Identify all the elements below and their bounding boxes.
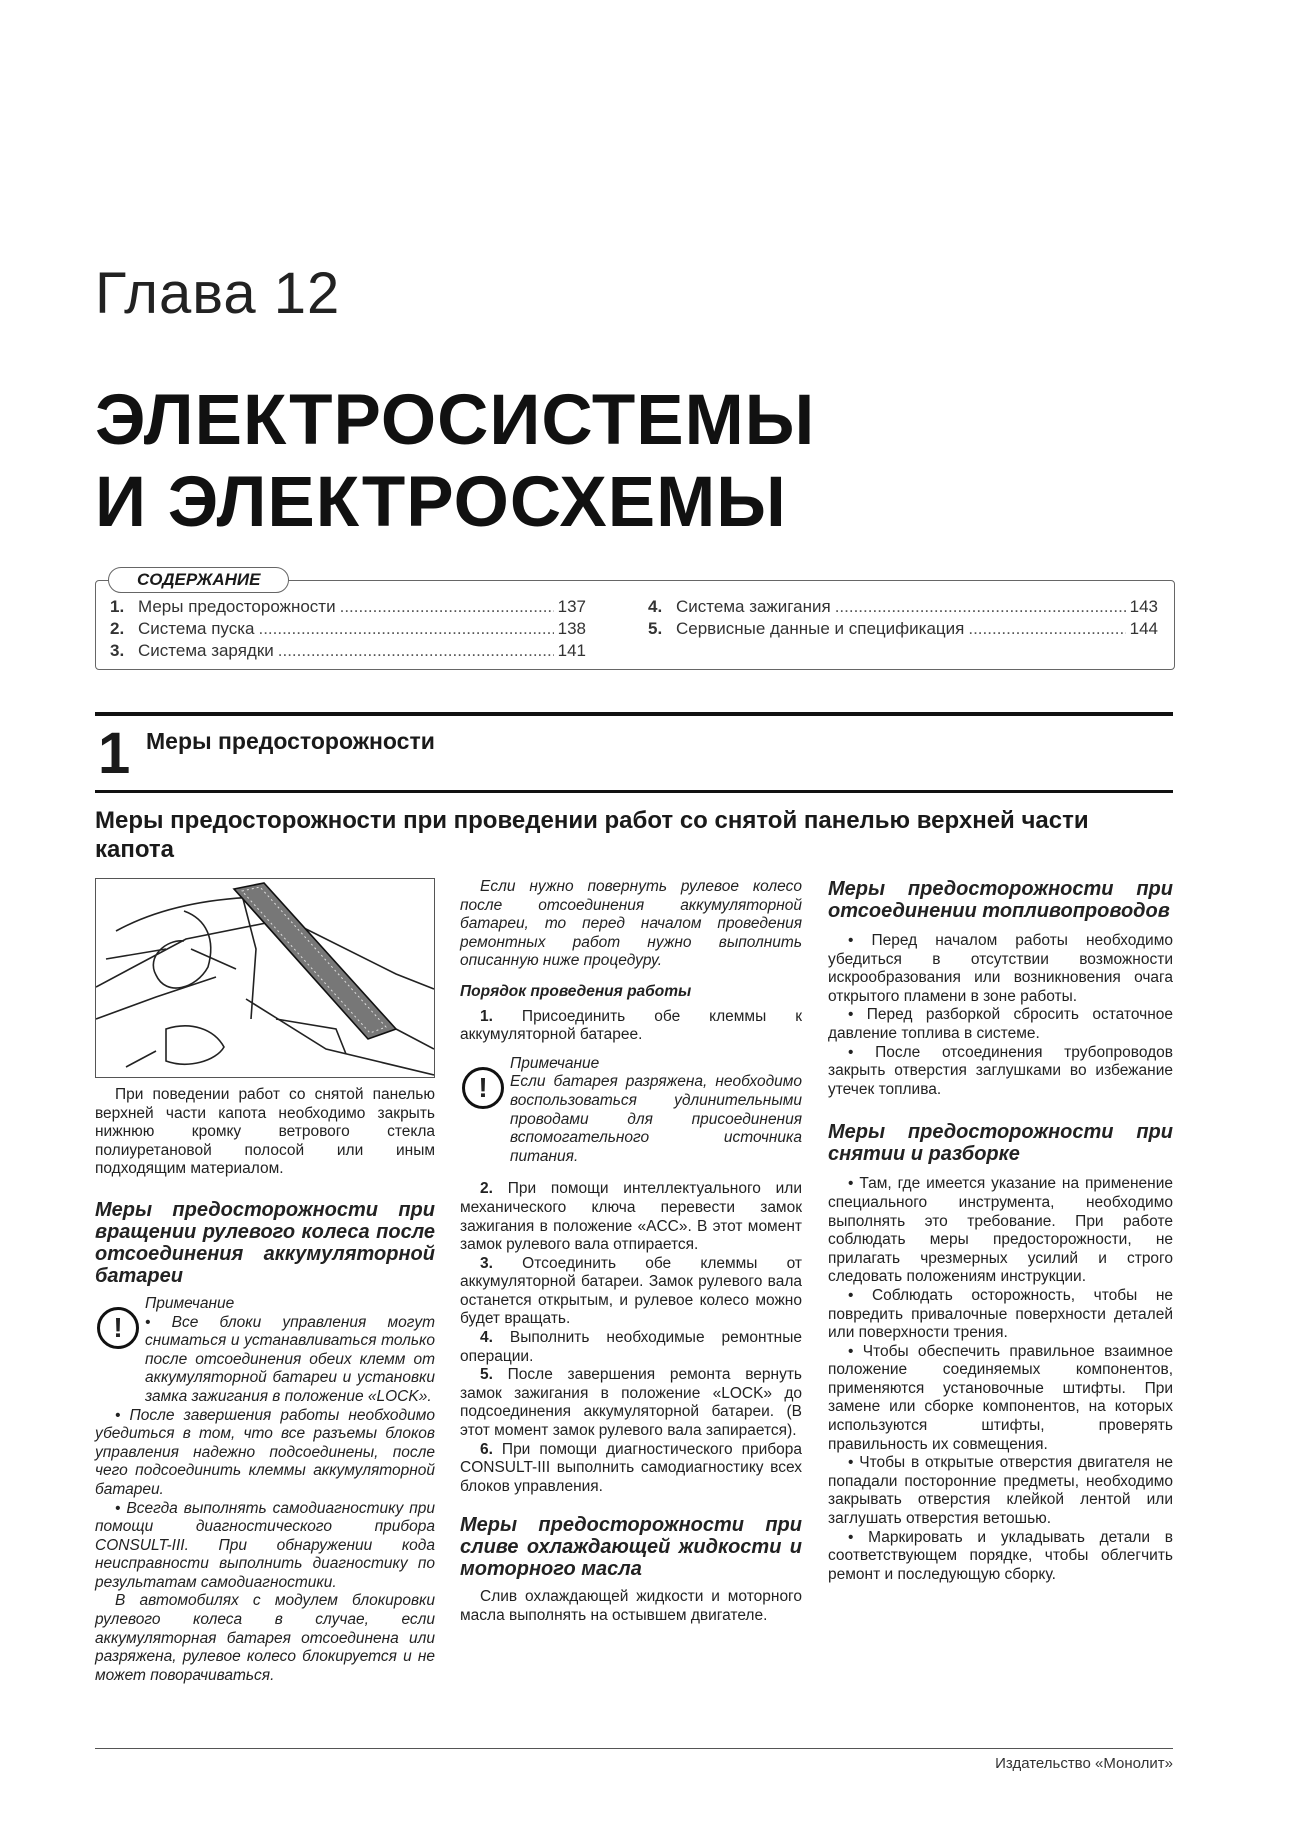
column-3-paragraph: • Перед разборкой сбросить остаточное давление топлива в системе. [828,1006,1173,1042]
section-title: Меры предосторожности [146,728,435,754]
column-3-heading: Меры предосторожности при снятии и разборке [828,1121,1173,1166]
step-number: 5. [480,1366,493,1384]
column-1-heading: Меры предосторожности при вращении рулевого колеса после отсоединения аккумуляторной батареи [95,1198,435,1287]
step-text: После завершения ремонта вернуть замок зажигания в положение «LOCK» до подсоединения аккумуляторной батареи. (В этот момент замок рулевого вала запирается). [460,1366,802,1440]
column-3-paragraph: • Чтобы в открытые отверстия двигателя не попадали посторонние предметы, необходимо закрывать отверстия клейкой лентой или заглушать отверстия ветошью. [828,1454,1173,1528]
column-3-paragraph: • Соблюдать осторожность, чтобы не повредить привалочные поверхности деталей или поверхности трения. [828,1286,1173,1342]
illustration-drawing [96,879,434,1077]
toc-item[interactable] [110,618,586,640]
toc-leader [835,596,1126,618]
column-3 [828,878,1173,1584]
column-1 [95,1086,435,1685]
toc-item[interactable] [110,596,586,618]
section-top-rule [95,712,1173,716]
step-text: При помощи диагностического прибора CONSULT-III выполнить самодиагностику всех блоков управления. [460,1440,802,1495]
note-block [95,1295,435,1407]
warning-icon: ! [462,1067,504,1109]
procedure-heading: Порядок проведения работы [460,982,692,1000]
column-3-paragraph: • Там, где имеется указание на применение специального инструмента, необходимо выполнять это требование. При работе соблюдать меры предосторожности, не прилагать чрезмерных усилий и строго следовать положениям инструкции. [828,1175,1173,1286]
toc-item-text: Система зажигания [676,597,831,616]
section-bottom-rule [95,790,1173,793]
column-1-paragraph: В автомобилях с модулем блокировки рулевого колеса в случае, если аккумуляторная батарея отсоединена или разряжена, рулевое колесо блокируется и не может поворачиваться. [95,1592,435,1684]
subsection-title: Меры предосторожности при проведении работ со снятой панелью верхней части капота [95,807,1089,863]
note-text: Если батарея разряжена, необходимо воспользоваться удлинительными проводами для присоединения вспомогательного источника питания. [510,1073,802,1165]
procedure-step [460,1255,802,1329]
chapter-label: Глава 12 [95,261,341,326]
toc-item-number: 5. [648,619,663,638]
column-1-paragraph: • Всегда выполнять самодиагностику при помощи диагностического прибора CONSULT-III. При обнаружении кода неисправности выполнить диагностику по результатам самодиагностики. [95,1499,435,1591]
chapter-title-line2: И ЭЛЕКТРОСХЕМЫ [95,463,787,542]
publisher-footer: Издательство «Монолит» [995,1755,1173,1772]
toc-item-text: Система зарядки [138,641,274,660]
toc-item-page: 137 [557,597,586,616]
step-number: 4. [480,1329,493,1347]
column-2-intro: Если нужно повернуть рулевое колесо после отсоединения аккумуляторной батареи, то перед началом проведения ремонтных работ нужно выполнить описанную ниже процедуру. [460,878,802,970]
toc-label: СОДЕРЖАНИЕ [108,567,289,593]
column-2-paragraph: Слив охлаждающей жидкости и моторного масла выполнять на остывшем двигателе. [460,1588,802,1624]
toc-item-number: 4. [648,597,663,616]
toc-item-number: 2. [110,619,125,638]
toc-item[interactable] [648,618,1158,640]
toc-item-page: 141 [557,641,586,660]
section-number: 1 [98,721,131,786]
toc-item-text: Меры предосторожности [138,597,336,616]
chapter-title-line1: ЭЛЕКТРОСИСТЕМЫ [95,381,816,460]
step-text: При помощи интеллектуального или механического ключа перевести замок зажигания в положение «ACC». В этот момент замок рулевого вала отпирается. [460,1180,803,1254]
toc-item[interactable] [648,596,1158,618]
note-title: Примечание [145,1294,235,1312]
procedure-step [460,1180,802,1254]
column-2-heading: Меры предосторожности при сливе охлаждающей жидкости и моторного масла [460,1514,802,1581]
step-text: Выполнить необходимые ремонтные операции. [460,1329,802,1365]
step-number: 2. [480,1180,493,1198]
toc-leader [278,640,554,662]
toc-item-number: 1. [110,597,125,616]
footer-rule [95,1748,1173,1749]
toc-item[interactable] [110,640,586,662]
toc-item-page: 144 [1129,619,1158,638]
column-3-heading: Меры предосторожности при отсоединении топливопроводов [828,878,1173,922]
step-number: 6. [480,1440,493,1458]
procedure-step [460,1441,802,1497]
step-number: 3. [480,1254,493,1272]
toc-item-text: Сервисные данные и спецификация [676,619,965,638]
step-text: Отсоединить обе клеммы от аккумуляторной батареи. Замок рулевого вала останется открытым, и рулевое колесо можно будет вращать. [460,1254,803,1328]
toc-leader [340,596,554,618]
note-text: • Все блоки управления могут сниматься и устанавливаться только после отсоединения обеих клемм от аккумуляторной батареи и установки замка зажигания в положение «LOCK». [145,1313,435,1405]
toc-leader [258,618,553,640]
column-3-paragraph: • Чтобы обеспечить правильное взаимное положение соединяемых компонентов, применяются установочные штифты. При замене или сборке компонентов, на которых используются штифты, проверять правильность их совмещения. [828,1342,1173,1453]
note-block [460,1055,802,1167]
column-1-intro: При поведении работ со снятой панелью верхней части капота необходимо закрыть нижнюю кромку ветрового стекла полиуретановой полосой или иным подходящим материалом. [95,1086,435,1178]
step-number: 1. [480,1007,493,1025]
column-3-paragraph: • Маркировать и укладывать детали в соответствующем порядке, чтобы облегчить ремонт и последующую сборку. [828,1528,1173,1583]
toc-item-page: 143 [1129,597,1158,616]
procedure-step [460,1329,802,1366]
warning-icon: ! [97,1307,139,1349]
column-1-paragraph: • После завершения работы необходимо убедиться в том, что все разъемы блоков управления надежно подсоединены, после чего подсоединить клеммы аккумуляторной батареи. [95,1406,435,1498]
toc-item-text: Система пуска [138,619,255,638]
step-text: Присоединить обе клеммы к аккумуляторной батарее. [460,1007,802,1044]
toc-item-number: 3. [110,641,125,660]
note-title: Примечание [510,1054,600,1072]
procedure-step [460,1366,802,1440]
column-3-paragraph: • Перед началом работы необходимо убедиться в отсутствии возможности искрообразования или возникновения очага открытого пламени в зоне работы. [828,932,1173,1005]
column-2 [460,878,802,1626]
hood-panel-illustration [95,878,435,1078]
toc-leader [968,618,1125,640]
procedure-step [460,1008,802,1045]
column-3-paragraph: • После отсоединения трубопроводов закрыть отверстия заглушками во избежание утечек топлива. [828,1043,1173,1098]
chapter-title [95,380,815,544]
toc-item-page: 138 [557,619,586,638]
